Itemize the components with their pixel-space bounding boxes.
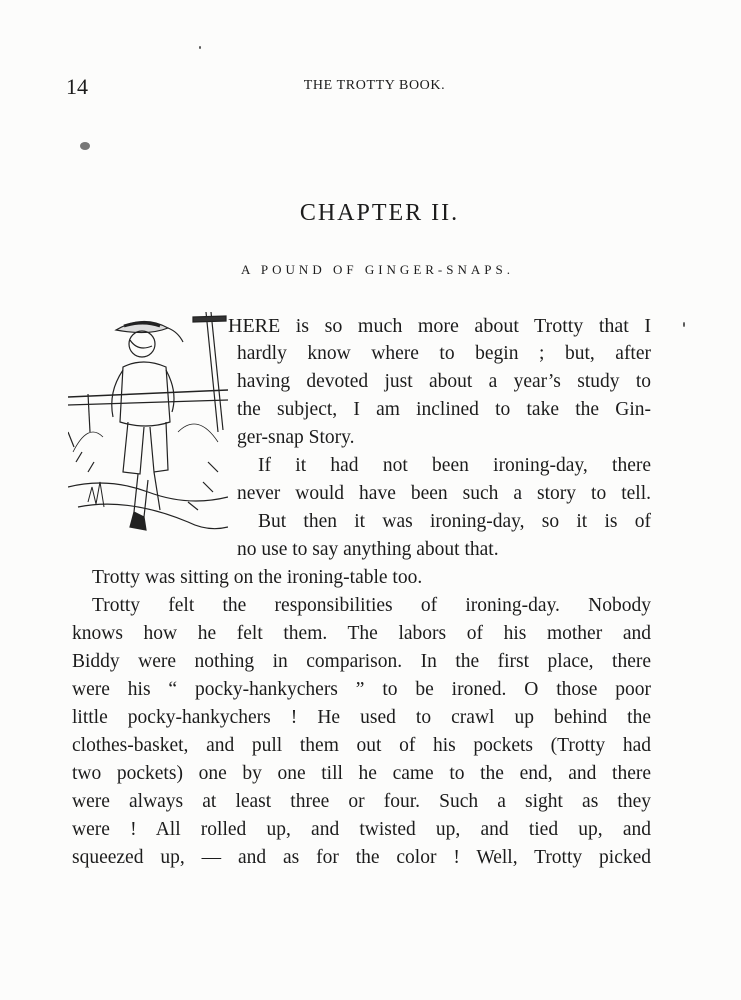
chapter-subtitle: A POUND OF GINGER-SNAPS. <box>241 262 514 277</box>
running-head: THE TROTTY BOOK. <box>303 78 446 93</box>
body-line: ger-snap Story. <box>237 427 355 448</box>
body-line: HERE is so much more about Trotty that I <box>228 315 651 337</box>
body-line: Trotty was sitting on the ironing-table too. <box>92 567 423 588</box>
body-line: the subject, I am inclined to take the Gin- <box>237 399 651 420</box>
body-line: knows how he felt them. The labors of his mother and <box>72 623 651 644</box>
body-line: were his “ pocky-hankychers ” to be ironed. O those poor <box>72 679 651 700</box>
body-line: But then it was ironing-day, so it is of <box>258 511 651 532</box>
ink-speck <box>80 142 90 150</box>
chapter-title: CHAPTER II. <box>299 200 460 226</box>
page-number: 14 <box>66 74 88 99</box>
body-line: clothes-basket, and pull them out of his pockets (Trotty had <box>72 735 651 756</box>
body-line: If it had not been ironing-day, there <box>258 455 651 476</box>
body-line: little pocky-hankychers ! He used to crawl up behind the <box>72 707 651 728</box>
body-line: two pockets) one by one till he came to the end, and there <box>72 763 651 784</box>
ink-speck <box>199 46 201 49</box>
body-line: no use to say anything about that. <box>237 539 499 560</box>
body-line: were ! All rolled up, and twisted up, and tied up, and <box>72 819 651 840</box>
body-line: having devoted just about a year’s study to <box>237 371 651 392</box>
body-line: squeezed up, — and as for the color ! Well, Trotty picked <box>72 847 651 868</box>
body-line: Biddy were nothing in comparison. In the first place, there <box>72 651 651 672</box>
body-line: never would have been such a story to tell. <box>237 483 651 504</box>
boy-with-straw-hat-illustration <box>68 312 228 547</box>
ink-speck <box>683 322 685 327</box>
body-line: Trotty felt the responsibilities of ironing-day. Nobody <box>92 595 651 616</box>
body-line: hardly know where to begin ; but, after <box>237 343 651 364</box>
body-line: were always at least three or four. Such a sight as they <box>72 791 651 812</box>
